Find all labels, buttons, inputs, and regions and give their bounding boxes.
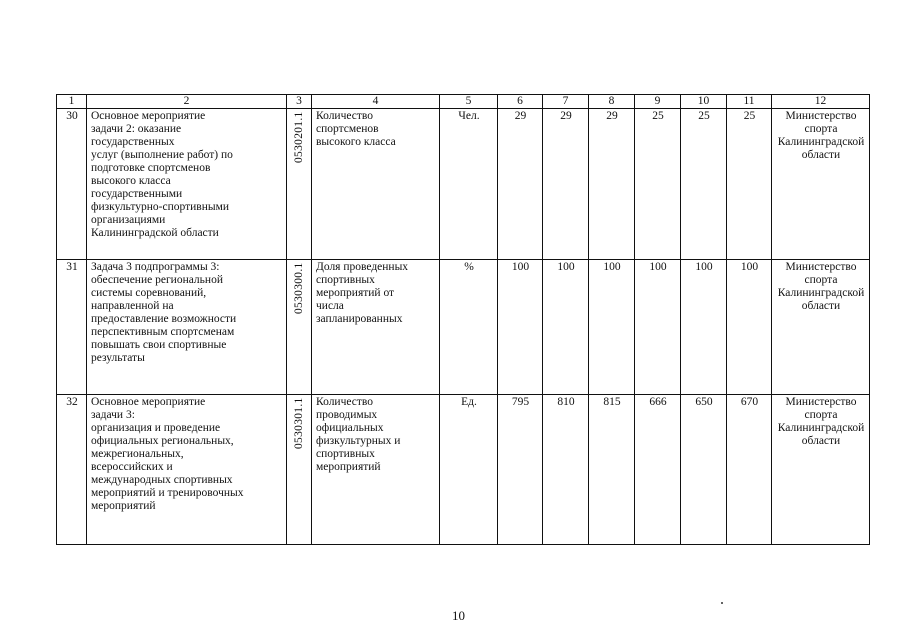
- value-col6: 100: [498, 260, 543, 395]
- header-cell: 2: [87, 95, 287, 109]
- indicator-name: Количество спортсменов высокого класса: [312, 109, 440, 260]
- value-col7: 29: [543, 109, 589, 260]
- page-number: 10: [452, 608, 465, 623]
- header-cell: 7: [543, 95, 589, 109]
- value-col9: 25: [635, 109, 681, 260]
- header-cell: 12: [772, 95, 870, 109]
- unit: %: [440, 260, 498, 395]
- header-cell: 8: [589, 95, 635, 109]
- value-col9: 100: [635, 260, 681, 395]
- row-number: 31: [57, 260, 87, 395]
- header-cell: 5: [440, 95, 498, 109]
- responsible-org: Министерство спорта Калининградской области: [772, 395, 870, 545]
- header-cell: 1: [57, 95, 87, 109]
- value-col8: 29: [589, 109, 635, 260]
- value-col11: 100: [727, 260, 772, 395]
- activity-name: Основное мероприятие задачи 2: оказание государственных услуг (выполнение работ) по подготовке спортсменов высокого класса государственными физкультурно-спортивными организациями Калининградской области: [87, 109, 287, 260]
- budget-code: 0530300.1: [292, 262, 305, 314]
- value-col7: 100: [543, 260, 589, 395]
- indicator-name: Количество проводимых официальных физкультурных и спортивных мероприятий: [312, 395, 440, 545]
- value-col8: 815: [589, 395, 635, 545]
- value-col8: 100: [589, 260, 635, 395]
- budget-code: 0530301.1: [292, 397, 305, 449]
- table-row: [57, 109, 870, 260]
- header-cell: 9: [635, 95, 681, 109]
- table-row: [57, 260, 870, 395]
- responsible-org: Министерство спорта Калининградской области: [772, 260, 870, 395]
- value-col6: 795: [498, 395, 543, 545]
- row-number: 30: [57, 109, 87, 260]
- value-col9: 666: [635, 395, 681, 545]
- value-col7: 810: [543, 395, 589, 545]
- header-cell: 4: [312, 95, 440, 109]
- row-number: 32: [57, 395, 87, 545]
- value-col10: 25: [681, 109, 727, 260]
- value-col10: 100: [681, 260, 727, 395]
- header-row: [57, 95, 870, 109]
- responsible-org: Министерство спорта Калининградской области: [772, 109, 870, 260]
- header-cell: 11: [727, 95, 772, 109]
- header-cell: 6: [498, 95, 543, 109]
- program-table: [56, 94, 870, 545]
- header-cell: 3: [287, 95, 312, 109]
- unit: Чел.: [440, 109, 498, 260]
- table-row: [57, 395, 870, 545]
- unit: Ед.: [440, 395, 498, 545]
- value-col6: 29: [498, 109, 543, 260]
- header-cell: 10: [681, 95, 727, 109]
- value-col10: 650: [681, 395, 727, 545]
- activity-name: Основное мероприятие задачи 3: организация и проведение официальных региональных, межрегиональных, всероссийских и международных спортивных мероприятий и тренировочных мероприятий: [87, 395, 287, 545]
- value-col11: 670: [727, 395, 772, 545]
- budget-code: 0530201.1: [292, 111, 305, 163]
- indicator-name: Доля проведенных спортивных мероприятий от числа запланированных: [312, 260, 440, 395]
- stray-dot: [721, 602, 723, 604]
- activity-name: Задача 3 подпрограммы 3: обеспечение региональной системы соревнований, направленной на предоставление возможности перспективным спортсменам повышать свои спортивные результаты: [87, 260, 287, 395]
- value-col11: 25: [727, 109, 772, 260]
